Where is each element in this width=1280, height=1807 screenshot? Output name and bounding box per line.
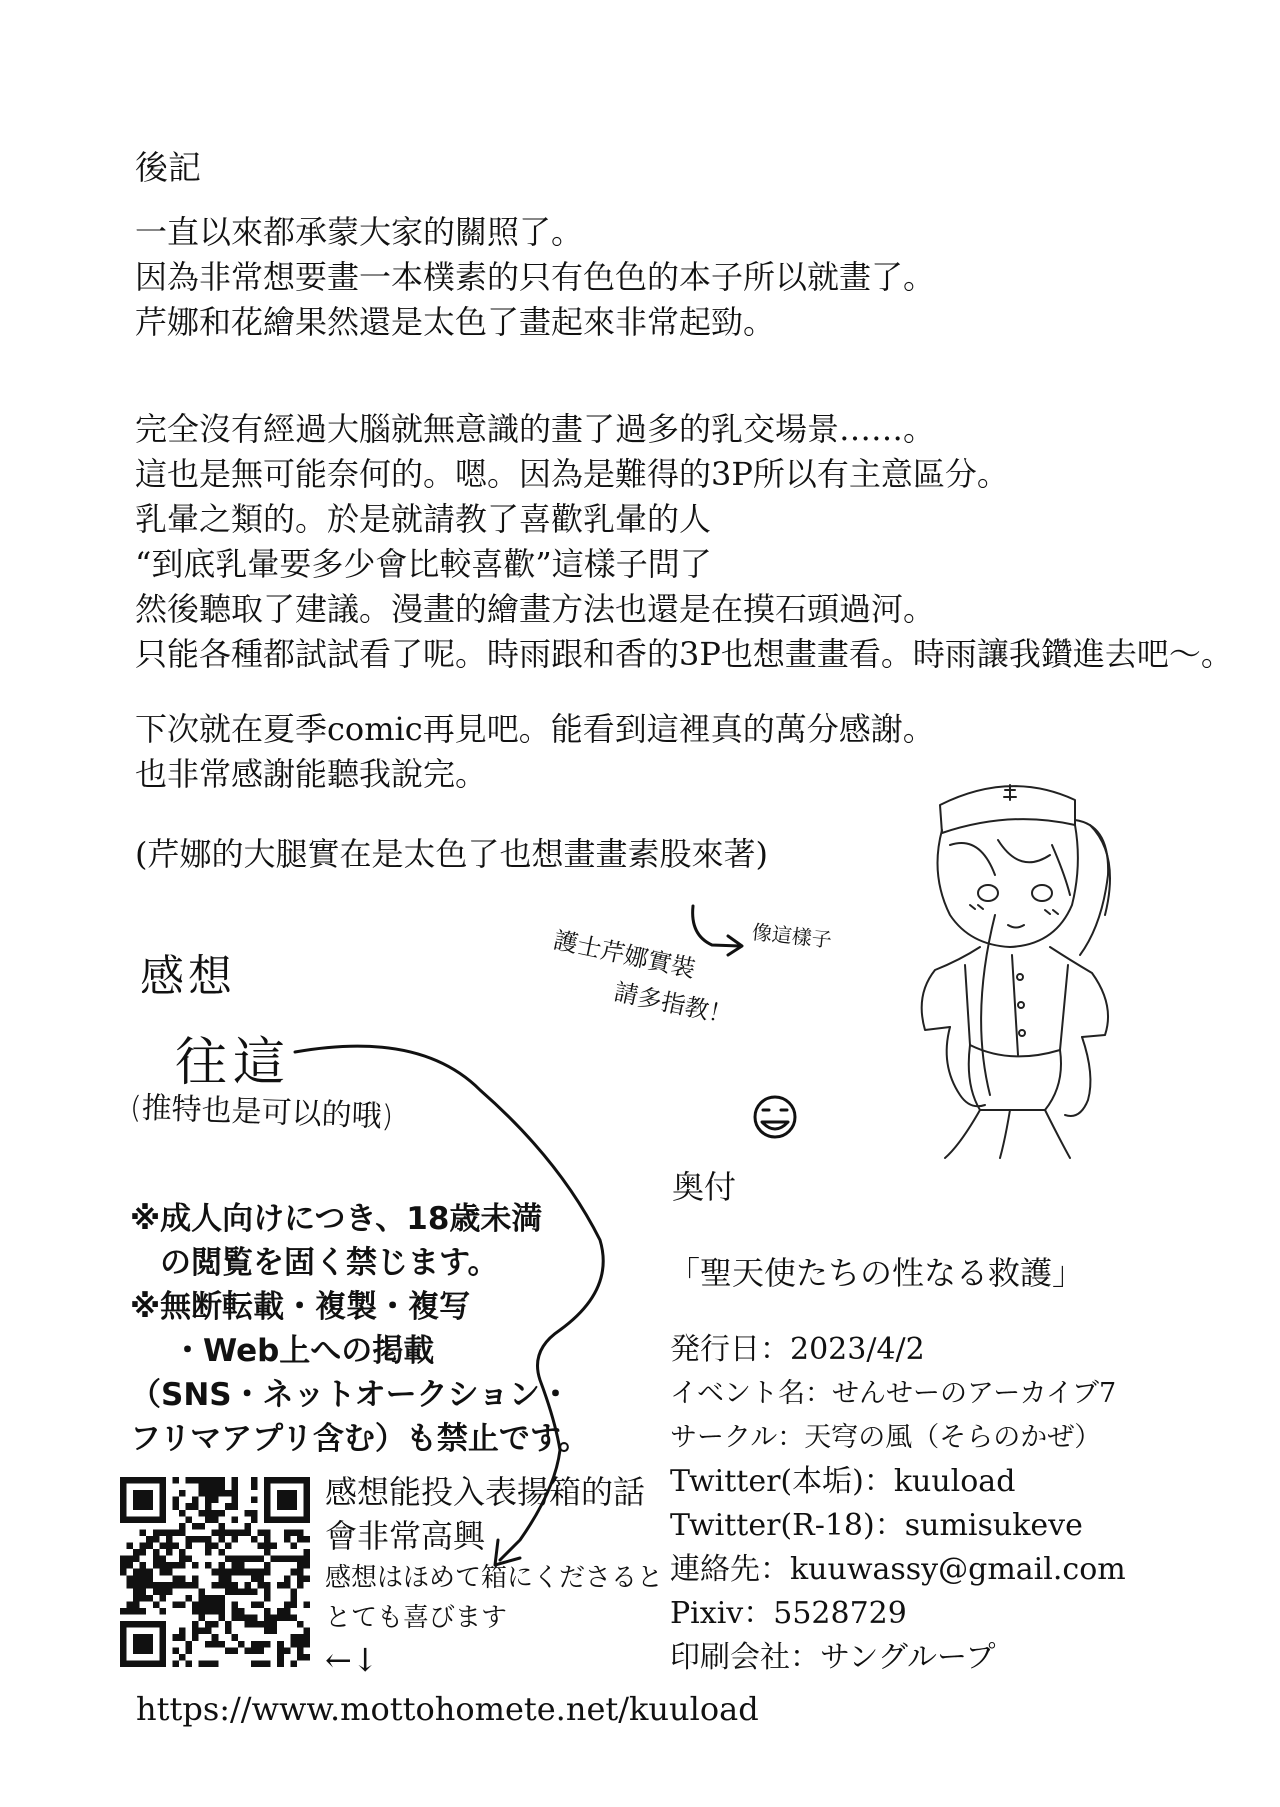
afterword-paragraph-1 [135,210,935,345]
twitter-r18: Twitter(R-18)：sumisukeve [670,1508,1083,1543]
event-name: イベント名：せんせーのアーカイブ7 [670,1378,1117,1409]
text-line: 下次就在夏季comic再見吧。能看到這裡真的萬分感謝。 [135,710,935,748]
feedback-url[interactable]: https://www.mottohomete.net/kuuload [136,1690,759,1728]
text-line: の閲覧を固く禁じます。 [160,1245,499,1281]
issue-date: 発行日：2023/4/2 [670,1332,925,1367]
text-line: 然後聽取了建議。漫畫的繪畫方法也還是在摸石頭過河。 [135,590,936,628]
arrow-icons: ←↓ [325,1641,379,1679]
text-line: 因為非常想要畫一本樸素的只有色色的本子所以就畫了。 [135,258,936,296]
text-line: 乳暈之類的。於是就請教了喜歡乳暈的人 [135,500,712,538]
text-line: フリマアプリ含む）も禁止です。 [130,1421,590,1457]
text-line: 請多指教！ [611,977,735,1031]
colophon-title: 奥付 [672,1168,737,1206]
text-line: ※無断転載・複製・複写 [130,1289,471,1325]
text-line: ※成人向けにつき、18歳未満 [130,1201,543,1237]
text-line: とても喜びます [325,1603,508,1633]
nurse-girl-illustration [820,765,1220,1160]
text-line: 一直以來都承蒙大家的關照了。 [135,213,584,251]
text-line: 芹娜和花繪果然還是太色了畫起來非常起勁。 [135,303,776,341]
printer: 印刷会社：サングループ [670,1640,996,1675]
text-line: 會非常高興 [325,1517,486,1555]
text-line: “到底乳暈要多少會比較喜歡”這樣子問了 [135,545,712,583]
arrow-label: 像這樣子 [750,919,833,953]
text-line: 只能各種都試試看了呢。時雨跟和香的3P也想畫畫看。時雨讓我鑽進去吧～。 [135,635,1233,673]
circle-name: サークル：天穹の風（そらのかぜ） [670,1422,1102,1453]
afterword-paragraph-4: (芹娜的大腿實在是太色了也想畫畫素股來著) [135,835,768,873]
text-line: ・Web上への掲載 [172,1333,435,1369]
text-line: （SNS・ネットオークション・ [130,1377,572,1413]
text-line: 感想能投入表揚箱的話 [325,1473,646,1511]
text-line: 護士芹娜實裝 [551,925,698,984]
adult-warning [130,1197,589,1461]
afterword-title: 後記 [135,148,201,187]
qr-code[interactable] [120,1477,310,1667]
text-line: 感想はほめて箱にくださると [325,1563,664,1593]
text-line: 也非常感謝能聽我說完。 [135,755,488,793]
pixiv: Pixiv：5528729 [670,1596,907,1631]
afterword-paragraph-3 [135,707,935,797]
nurse-note [542,921,744,1035]
text-line: 完全沒有經過大腦就無意識的畫了過多的乳交場景……。 [135,410,936,448]
feedback-heading: 感想 [140,951,236,1002]
afterword-paragraph-2 [135,407,1233,677]
feedback-direction: 往這 [175,1033,292,1093]
colophon-details [670,1328,1126,1680]
feedback-box-message [325,1470,663,1682]
feedback-note: (推特也是可以的哦) [129,1090,394,1135]
book-title: 「聖天使たちの性なる救護」 [668,1254,1085,1292]
text-line: 這也是無可能奈何的。嗯。因為是難得的3P所以有主意區分。 [135,455,1009,493]
contact: 連絡先：kuuwassy@gmail.com [670,1552,1126,1587]
twitter-main: Twitter(本垢)：kuuload [670,1464,1016,1499]
